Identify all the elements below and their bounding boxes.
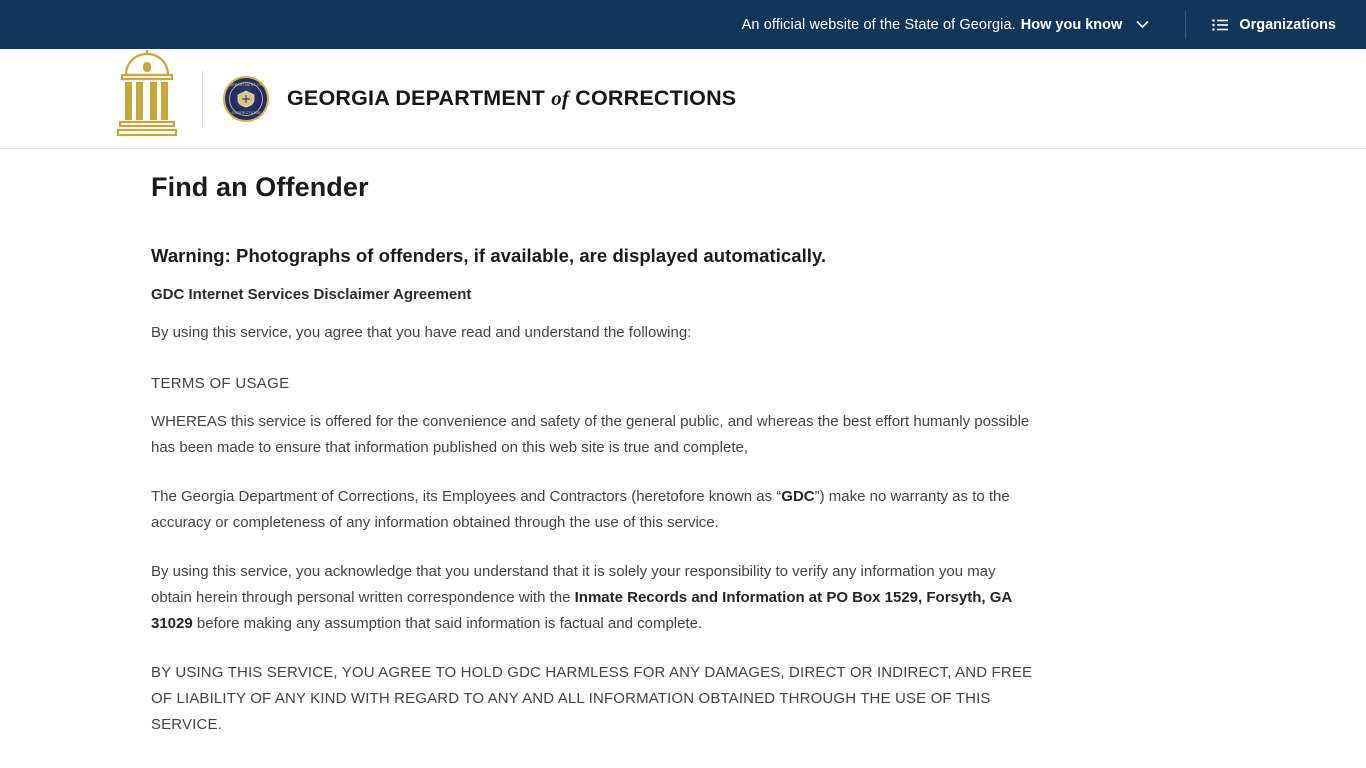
disclaimer-agreement-title: GDC Internet Services Disclaimer Agreement [151, 286, 472, 303]
chevron-down-icon [1136, 18, 1149, 31]
how-you-know-button[interactable] [1021, 16, 1150, 33]
agency-title-part2: CORRECTIONS [569, 86, 737, 110]
paragraph-warranty-text-1: The Georgia Department of Corrections, its Employees and Contractors (heretofore known as “ [151, 488, 782, 505]
header-divider [202, 71, 203, 127]
terms-of-usage-heading: TERMS OF USAGE [151, 375, 290, 392]
agency-title[interactable] [287, 86, 736, 111]
main-content [0, 172, 1366, 738]
organizations-label: Organizations [1239, 16, 1336, 33]
banner-divider [1185, 11, 1186, 39]
agreement-intro: By using this service, you agree that you have read and understand the following: [151, 324, 692, 341]
seal-emblem [235, 90, 257, 108]
paragraph-warranty-text-2: ”) make no warranty as to the accuracy or completeness of any information obtained through the use of this service. [151, 488, 1010, 531]
seal-top-text: DEPARTMENT OF [229, 82, 263, 87]
seal-bottom-text: CORRECTIONS [231, 110, 261, 115]
agency-title-of: of [551, 86, 570, 110]
site-header [0, 49, 1366, 149]
state-banner [0, 0, 1366, 49]
gdc-abbreviation: GDC [781, 488, 815, 505]
paragraph-verify-text-2: before making any assumption that said information is factual and complete. [192, 615, 703, 632]
paragraph-warranty [151, 484, 1035, 536]
paragraph-verify-text-1: By using this service, you acknowledge that you understand that it is solely your responsibility to verify any information you may obtain herein through personal written correspondence with the [151, 563, 996, 606]
list-icon [1212, 19, 1228, 31]
official-website-text: An official website of the State of Georgia. [741, 16, 1016, 33]
paragraph-hold-harmless: BY USING THIS SERVICE, YOU AGREE TO HOLD GDC HARMLESS FOR ANY DAMAGES, DIRECT OR INDIRECT, AND FREE OF LIABILITY OF ANY KIND WITH REGARD TO ANY AND ALL INFORMATION OBTAINED THROUGH THE USE OF THIS SERVICE. [151, 664, 1033, 733]
georgia-capitol-dome-icon [110, 50, 184, 140]
agency-title-part1: GEORGIA DEPARTMENT [287, 86, 552, 110]
gdc-seal-icon [223, 76, 269, 122]
paragraph-whereas: WHEREAS this service is offered for the convenience and safety of the general public, and whereas the best effort humanly possible has been made to ensure that information published on this web site is true and complete, [151, 413, 1030, 456]
inmate-records-address: Inmate Records and Information at PO Box 1529, Forsyth, GA 31029 [151, 589, 1012, 632]
page-title: Find an Offender [151, 172, 369, 202]
organizations-button[interactable] [1212, 17, 1336, 33]
paragraph-verify [151, 559, 1035, 637]
photographs-warning: Warning: Photographs of offenders, if available, are displayed automatically. [151, 245, 827, 266]
state-banner-content [742, 11, 1336, 39]
how-you-know-label: How you know [1020, 17, 1123, 33]
